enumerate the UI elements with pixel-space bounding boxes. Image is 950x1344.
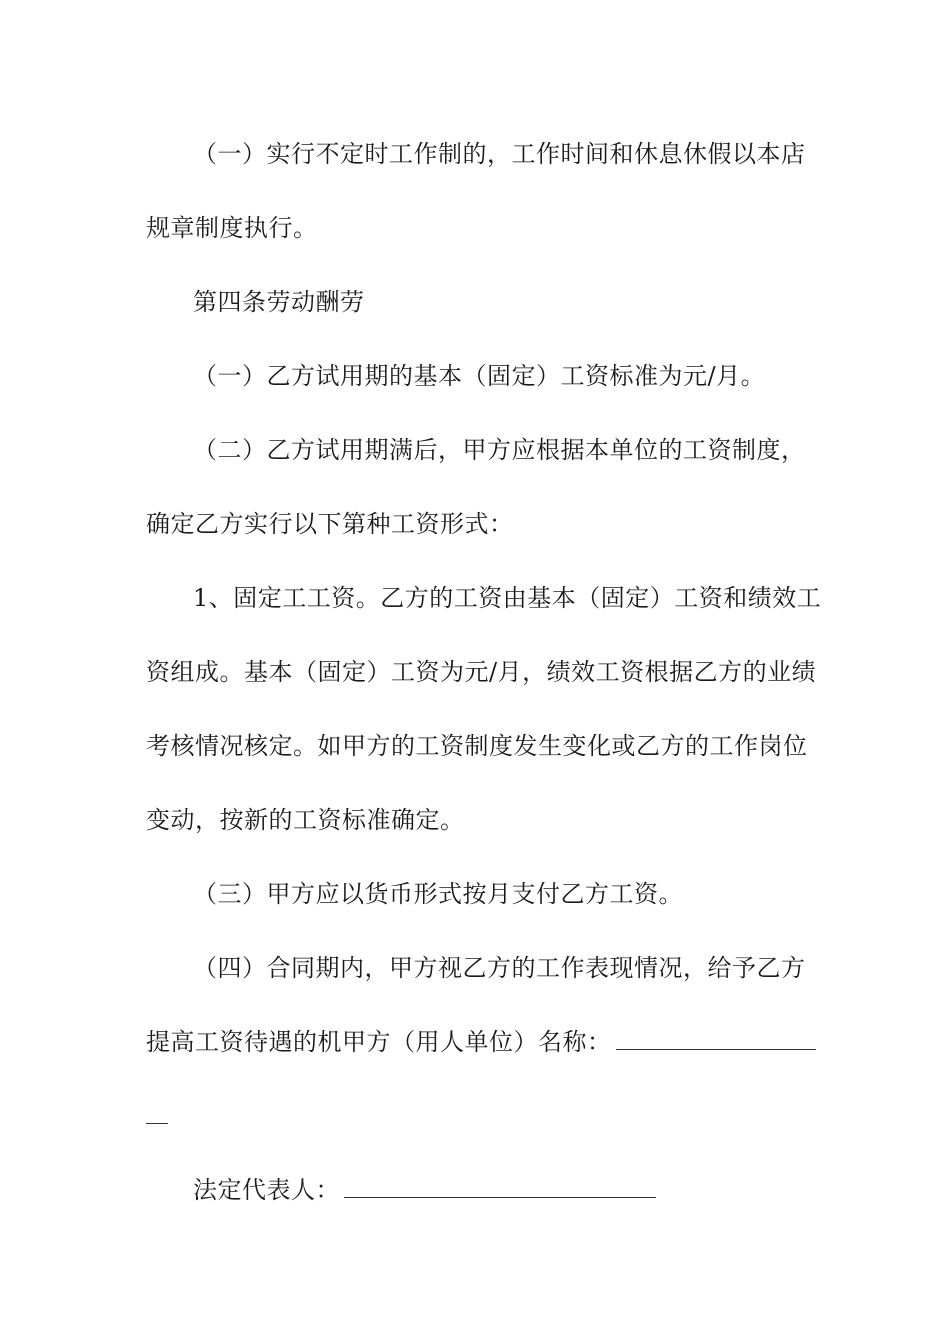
employer-name-label: 提高工资待遇的机甲方（用人单位）名称： [146,1028,612,1056]
legal-rep-label: 法定代表人： [193,1176,340,1204]
paragraph-line: 考核情况核定。如甲方的工资制度发生变化或乙方的工作岗位 [146,732,808,760]
paragraph-line: （四）合同期内，甲方视乙方的工作表现情况，给予乙方 [193,954,806,982]
paragraph-line: 资组成。基本（固定）工资为元/月，绩效工资根据乙方的业绩 [146,658,817,686]
employer-name-line [146,1027,806,1057]
employer-name-blank-tail [146,1101,168,1124]
paragraph-line: 规章制度执行。 [146,214,318,242]
paragraph-line: （一）乙方试用期的基本（固定）工资标准为元/月。 [193,362,766,390]
paragraph-line: 确定乙方实行以下第种工资形式： [146,510,514,538]
legal-rep-blank [344,1175,656,1198]
paragraph-line: 变动，按新的工资标准确定。 [146,806,465,834]
employer-name-continuation [146,1101,806,1131]
paragraph-line: （一）实行不定时工作制的，工作时间和休息休假以本店 [193,140,806,168]
employer-name-blank [616,1027,816,1050]
legal-rep-line [193,1175,853,1205]
paragraph-line: （三）甲方应以货币形式按月支付乙方工资。 [193,880,683,908]
paragraph-line: 1、固定工工资。乙方的工资由基本（固定）工资和绩效工 [193,584,822,612]
paragraph-line: （二）乙方试用期满后，甲方应根据本单位的工资制度， [193,436,806,464]
article-title: 第四条劳动酬劳 [193,288,365,316]
